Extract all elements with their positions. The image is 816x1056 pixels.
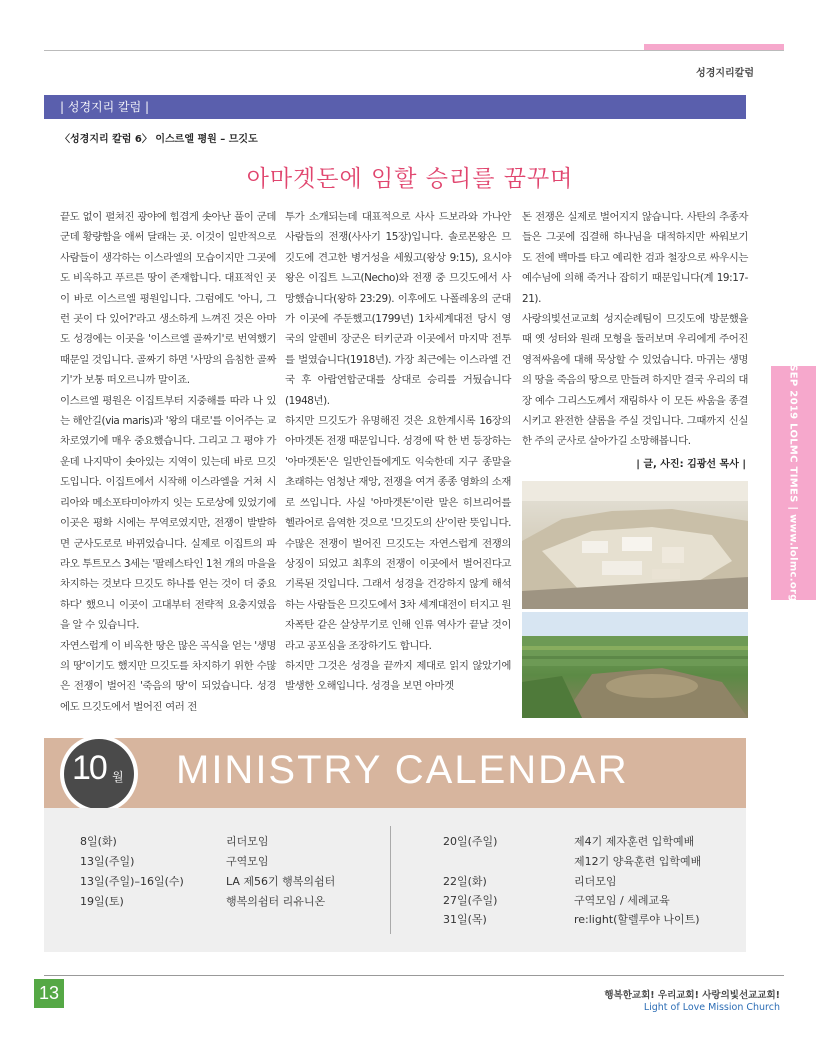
article-subtitle: 〈성경지리 칼럼 6〉 이스르엘 평원 – 므깃도 — [60, 134, 258, 145]
footer-rule — [44, 975, 784, 976]
calendar-right-date: 20일(주일) — [443, 835, 498, 848]
byline: | 글, 사진: 김광선 목사 | — [636, 459, 746, 470]
calendar-left-date: 13일(주일) — [80, 855, 135, 868]
calendar-right-date: 31일(목) — [443, 913, 487, 926]
calendar-left-date: 19일(토) — [80, 895, 124, 908]
calendar-month-number: 10 — [72, 749, 106, 787]
header-rule — [44, 50, 784, 51]
calendar-right-date: 22일(화) — [443, 875, 487, 888]
calendar-right-event: 구역모임 / 세례교육 — [574, 894, 670, 907]
article-column-1: 끝도 없이 펼쳐진 광야에 힘겹게 솟아난 풀이 군데군데 황량함을 애써 달래는 곳. 이것이 일반적으로 사람들이 생각하는 이스라엘의 모습이지만 그곳에도 비옥하고 푸르른 땅이 존재합니다. 대표적인 곳이 바로 이스르엘 평원입니다. 그럼에도 '아니, 그런 곳이 다 있어?'라고 생소하게 느껴진 것은 아마도 성경에는 이곳을 '이스르엘 골짜기'로 번역했기 때문일 것입니다. 골짜기 하면 '사망의 음침한 골짜기'가 보통 떠오르니까 말이죠. 이스르엘 평원은 이집트부터 지중해를 따라 나 있는 해안길(via maris)과 '왕의 대로'를 이어주는 교차로였기에 매우 중요했습니다. 그리고 그 평야 가운데 나지막이 솟아있는 지역이 있는데 바로 므깃도입니다. 이집트에서 시작해 이스라엘을 거쳐 시리아와 메소포타미아까지 잇는 도로상에 있었기에 이곳은 평화 시에는 무역로였지만, 전쟁이 발발하면 군사도로로 바뀌었습니다. 실제로 이집트의 파라오 투트모스 3세는 '팔레스타인 1천 개의 마을을 차지하는 것보다 므깃도 하나를 얻는 것이 더 중요하다' 했으니 이곳이 고대부터 전략적 요충지였음을 알 수 있습니다. 자연스럽게 이 비옥한 땅은 많은 곡식을 얻는 '생명의 땅'이기도 했지만 므깃도를 차지하기 위한 수많은 전쟁이 벌어진 '죽음의 땅'이 되었습니다. 성경에도 므깃도에서 벌어진 여러 전 — [60, 211, 276, 713]
calendar-left-date: 8일(화) — [80, 835, 117, 848]
section-bar: | 성경지리 칼럼 | — [44, 95, 746, 119]
calendar-right-event: 제12기 양육훈련 입학예배 — [574, 855, 702, 868]
article-column-2: 투가 소개되는데 대표적으로 사사 드보라와 가나안 사람들의 전쟁(사사기 15장)입니다. 솔로몬왕은 므깃도에 견고한 병거성을 세웠고(왕상 9:15), 요시야왕은 이집트 느고(Necho)와 전쟁 중 므깃도에서 사망했습니다(왕하 23:29). 이후에도 나폴레옹의 군대가 이곳에 주둔했고(1799년) 1차세계대전 당시 영국의 알렌비 장군은 터키군과 이곳에서 마지막 전투를 벌였습니다(1918년). 가장 최근에는 이스라엘 건국 후 아랍연합군대를 상대로 승리를 거뒀습니다(1948년). 하지만 므깃도가 유명해진 것은 요한계시록 16장의 아마겟돈 전쟁 때문입니다. 성경에 딱 한 번 등장하는 '아마겟돈'은 일반인들에게도 익숙한데 지구 종말을 초래하는 엄청난 재앙, 전쟁을 여겨 종종 영화의 소재로 쓰입니다. 사실 '아마겟돈'이란 말은 히브리어를 헬라어로 음역한 것으로 '므깃도의 산'이란 뜻입니다. 수많은 전쟁이 벌어진 므깃도는 자연스럽게 전쟁의 상징이 되었고 최후의 전쟁이 이곳에서 벌어진다고 기록된 것입니다. 그래서 성경을 건강하지 않게 해석하는 사람들은 므깃도에서 3차 세계대전이 터지고 원자폭탄 같은 살상무기로 인해 인류 역사가 끝날 것이라고 공포심을 조장하기도 합니다. 하지만 그것은 성경을 끝까지 제대로 읽지 않았기에 발생한 오해입니다. 성경을 보면 아마겟 — [285, 211, 512, 693]
megiddo-landscape-photo — [522, 612, 748, 718]
calendar-month-unit: 월 — [112, 770, 124, 784]
calendar-divider — [390, 826, 391, 934]
calendar-right-date: 27일(주일) — [443, 894, 498, 907]
calendar-month-badge — [64, 739, 134, 809]
running-head: 성경지리칼럼 — [696, 68, 754, 79]
calendar-right-event: 제4기 제자훈련 입학예배 — [574, 835, 695, 848]
calendar-right-event: 리더모임 — [574, 875, 617, 888]
calendar-right-event: re:light(할렐루야 나이트) — [574, 913, 700, 926]
side-tab-text: SEP 2019 LOLMC TIMES | www.lolmc.org — [787, 364, 799, 602]
calendar-left-event: 행복의쉼터 리유니온 — [226, 895, 326, 908]
footer-slogan: 행복한교회! 우리교회! 사랑의빛선교교회! — [604, 990, 780, 1001]
calendar-left-event: 구역모임 — [226, 855, 269, 868]
calendar-left-date: 13일(주일)–16일(수) — [80, 875, 184, 888]
calendar-title: MINISTRY CALENDAR — [176, 748, 629, 792]
side-tab — [771, 366, 816, 600]
calendar-left-event: LA 제56기 행복의쉼터 — [226, 875, 336, 888]
footer-church-name: Light of Love Mission Church — [643, 1002, 780, 1013]
megiddo-model-photo — [522, 481, 748, 609]
article-column-3: 돈 전쟁은 실제로 벌어지지 않습니다. 사탄의 추종자들은 그곳에 집결해 하나님을 대적하지만 싸워보기도 전에 백마를 타고 예리한 검과 철장으로 싸우시는 예수님에 의해 죽거나 잡히기 때문입니다(계 19:17-21). 사랑의빛선교교회 성지순례팀이 므깃도에 방문했을 때 옛 성터와 원래 모형을 둘러보며 우리에게 주어진 영적싸움에 대해 묵상할 수 있었습니다. 마귀는 생명의 땅을 죽음의 땅으로 만들려 하지만 결국 우리의 대장 예수 그리스도께서 재림하사 이 모든 싸움을 종결시키고 완전한 샬롬을 주실 것입니다. 그때까지 신실한 주의 군사로 살아가길 소망해봅니다. — [522, 211, 748, 448]
calendar-left-event: 리더모임 — [226, 835, 269, 848]
page-number: 13 — [34, 979, 64, 1008]
article-headline: 아마겟돈에 임할 승리를 꿈꾸며 — [246, 166, 574, 192]
